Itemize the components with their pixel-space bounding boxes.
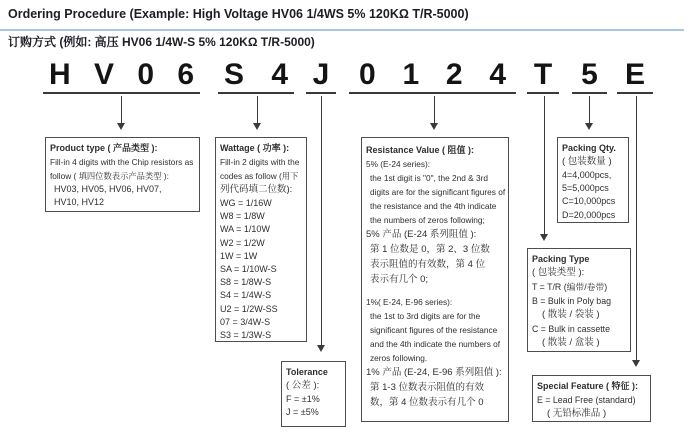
text-line: ( 包装数量 ): [562, 156, 612, 167]
text-line: SA = 1/10W-S: [220, 264, 277, 275]
code-letter: E: [624, 58, 645, 91]
text-line: 07 = 3/4W-S: [220, 316, 271, 327]
box-title: Product type ( 产品类型 ):: [50, 143, 158, 153]
arrow-product-type: [121, 96, 122, 124]
code-letter: 4: [489, 58, 506, 91]
code-letter: 0: [359, 58, 376, 91]
arrow-resistance: [434, 96, 435, 124]
code-group-packing-type: [527, 58, 559, 94]
text-line: 1% 产品 (E-24, E-96 系列阻值 ):: [366, 367, 502, 378]
box-title: Packing Type: [532, 254, 590, 264]
packing-qty-box: [557, 137, 629, 223]
code-letter: 2: [445, 58, 463, 91]
arrowhead-product-type: [117, 123, 125, 130]
code-group-packing-qty: [572, 58, 607, 94]
text-line: F = ±1%: [286, 394, 320, 404]
code-group-product-type: [43, 58, 200, 94]
text-line: Fill-in 4 digits with the Chip resistors as: [50, 157, 194, 167]
text-line: the numbers of zeros following;: [370, 215, 485, 225]
code-letter: 6: [177, 58, 194, 91]
text-line: HV10, HV12: [54, 197, 105, 208]
spacer: [366, 287, 504, 295]
code-letter: V: [93, 58, 114, 91]
arrow-wattage: [257, 96, 258, 124]
text-line: 第 1-3 位数表示阻值的有效: [370, 382, 485, 393]
code-letter: T: [533, 58, 553, 91]
tolerance-box: [281, 361, 346, 427]
text-line: 1%( E-24, E-96 series):: [366, 297, 453, 307]
text-line: follow ( 填四位数表示产品类型 ):: [50, 171, 169, 181]
text-line: 列代码填二位数):: [220, 184, 293, 195]
arrowhead-special-feature: [632, 360, 640, 367]
text-line: digits are for the significant figures of: [370, 187, 506, 197]
box-title: Special Feature ( 特征 ):: [537, 381, 639, 391]
text-line: E = Lead Free (standard): [537, 395, 636, 405]
text-line: T = T/R (编带/卷带): [532, 282, 608, 292]
code-letter: 4: [271, 58, 288, 91]
text-line: codes as follow (用下: [220, 171, 299, 181]
text-line: ( 散装 / 盒装 ): [542, 337, 600, 348]
text-line: and the 4th indicate the numbers of: [370, 339, 501, 349]
code-letter: 0: [137, 58, 154, 91]
box-title: Packing Qty.: [562, 143, 616, 153]
code-group-special-feature: [617, 58, 653, 94]
arrow-packing-type: [544, 96, 545, 235]
text-line: HV03, HV05, HV06, HV07,: [54, 184, 162, 194]
code-group-wattage: [218, 58, 294, 94]
arrow-packing-qty: [589, 96, 590, 124]
text-line: 5% (E-24 series):: [366, 159, 431, 169]
arrowhead-packing-qty: [585, 123, 593, 130]
code-letter: 1: [402, 58, 420, 91]
code-letter: J: [312, 58, 330, 91]
box-title: Resistance Value ( 阻值 ):: [366, 145, 475, 155]
arrowhead-packing-type: [540, 234, 548, 241]
text-line: 表示有几个 0;: [370, 274, 429, 285]
text-line: W2 = 1/2W: [220, 237, 265, 248]
text-line: 表示阻值的有效数，第 4 位: [370, 259, 486, 270]
code-group-resistance: [349, 58, 516, 94]
text-line: ( 公差 ):: [286, 380, 320, 391]
text-line: S4 = 1/4W-S: [220, 290, 272, 301]
text-line: Fill-in 2 digits with the: [220, 157, 300, 167]
text-line: significant figures of the resistance: [370, 325, 498, 335]
text-line: B = Bulk in Poly bag: [532, 296, 611, 306]
text-line: 数，第 4 位数表示有几个 0: [370, 397, 484, 408]
text-line: D=20,000pcs: [562, 209, 616, 220]
text-line: WG = 1/16W: [220, 198, 272, 208]
text-line: 5% 产品 (E-24 系列阻值 ):: [366, 229, 477, 240]
text-line: W8 = 1/8W: [220, 211, 265, 222]
text-line: zeros following.: [370, 353, 428, 363]
wattage-box: [215, 137, 307, 342]
special-feature-box: [532, 375, 651, 422]
title-rule: [0, 29, 684, 31]
text-line: C = Bulk in cassette: [532, 324, 610, 334]
text-line: S8 = 1/8W-S: [220, 277, 272, 288]
text-line: S3 = 1/3W-S: [220, 330, 272, 341]
text-line: U2 = 1/2W-SS: [220, 303, 278, 314]
text-line: 1W = 1W: [220, 250, 258, 261]
arrowhead-tolerance: [317, 345, 325, 352]
code-letter: H: [49, 58, 71, 91]
text-line: 第 1 位数是 0，第 2、3 位数: [370, 244, 490, 255]
code-letter: S: [224, 58, 245, 91]
text-line: 5=5,000pcs: [562, 183, 609, 194]
text-line: C=10,000pcs: [562, 196, 616, 207]
arrow-special-feature: [636, 96, 637, 361]
code-letter: 5: [581, 58, 598, 91]
text-line: ( 包装类型 ):: [532, 267, 585, 278]
arrowhead-resistance: [430, 123, 438, 130]
text-line: J = ±5%: [286, 407, 319, 418]
page-title-cn: 订购方式 (例如: 高压 HV06 1/4W-S 5% 120KΩ T/R-5000): [8, 35, 315, 49]
text-line: WA = 1/10W: [220, 224, 270, 235]
text-line: the 1st digit is "0", the 2nd & 3rd: [370, 173, 488, 183]
text-line: ( 散装 / 袋装 ): [542, 309, 600, 320]
box-title: Tolerance: [286, 367, 328, 377]
product-type-box: [45, 137, 200, 212]
resistance-value-box: [361, 137, 509, 422]
box-title: Wattage ( 功率 ):: [220, 143, 290, 153]
page-title-en: Ordering Procedure (Example: High Voltage HV06 1/4WS 5% 120KΩ T/R-5000): [8, 7, 469, 21]
text-line: ( 无铅标准品 ): [547, 408, 607, 419]
code-group-tolerance: [306, 58, 336, 94]
text-line: the 1st to 3rd digits are for the: [370, 311, 481, 321]
text-line: 4=4,000pcs,: [562, 170, 612, 180]
arrowhead-wattage: [253, 123, 261, 130]
text-line: the resistance and the 4th indicate: [370, 201, 497, 211]
packing-type-box: [527, 248, 631, 352]
arrow-tolerance: [321, 96, 322, 346]
